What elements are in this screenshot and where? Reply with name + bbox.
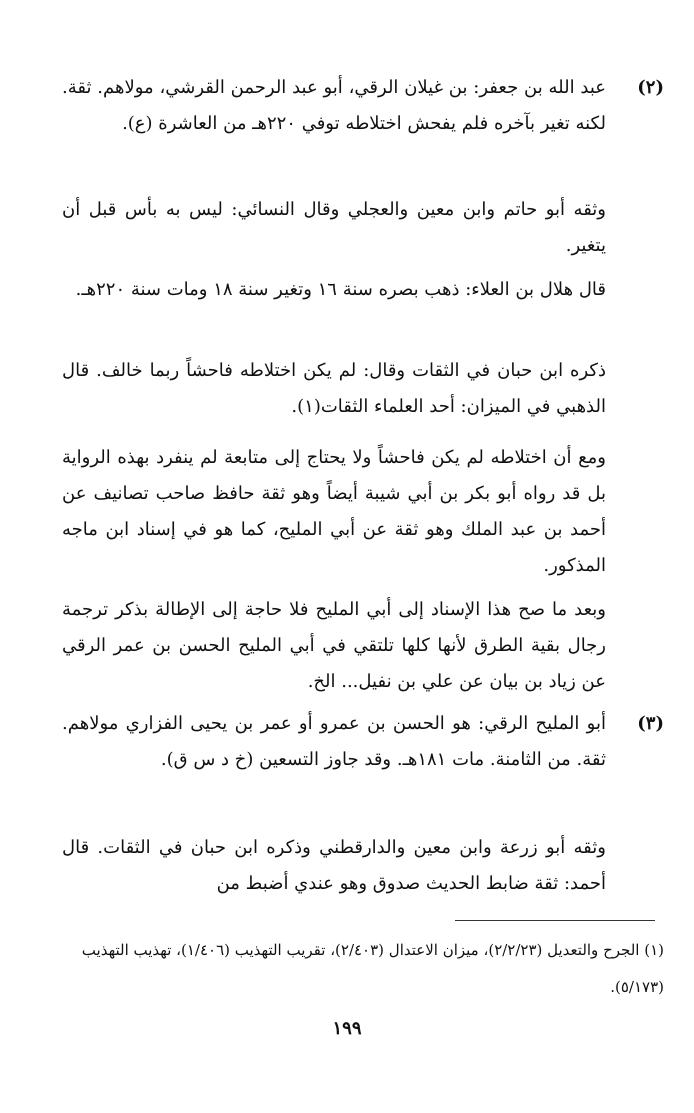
paragraph: ومع أن اختلاطه لم يكن فاحشاً ولا يحتاج إلى متابعة لم ينفرد بهذه الرواية بل قد رواه أبو بكر بن أبي شيبة أيضاً وهو ثقة حافظ صاحب تصانيف عن أحمد بن عبد الملك وهو ثقة عن أبي المليح، كما هو في إسناد ابن ماجه المذكور. bbox=[62, 447, 606, 576]
entry-3 bbox=[62, 706, 664, 778]
page-number: ١٩٩ bbox=[332, 1018, 362, 1039]
paragraph: وثقه أبو زرعة وابن معين والدارقطني وذكره ابن حبان في الثقات. قال أحمد: ثقة ضابط الحديث صدوق وهو عندي أضبط من bbox=[62, 837, 606, 894]
footnote: (١) الجرح والتعديل (٢/٢/٢٣)، ميزان الاعتدال (٢/٤٠٣)، تقريب التهذيب (١/٤٠٦)، تهذيب التهذيب (٥/١٧٣). bbox=[81, 941, 664, 996]
footnote-divider bbox=[455, 920, 655, 921]
entry-text: عبد الله بن جعفر: بن غيلان الرقي، أبو عبد الرحمن القرشي، مولاهم. ثقة. لكنه تغير بآخره فلم يفحش اختلاطه توفي ٢٢٠هـ من العاشرة (ع). bbox=[62, 77, 606, 134]
paragraph: ذكره ابن حبان في الثقات وقال: لم يكن اختلاطه فاحشاً ربما خالف. قال الذهبي في الميزان: أحد العلماء الثقات(١). bbox=[62, 360, 606, 417]
paragraph: قال هلال بن العلاء: ذهب بصره سنة ١٦ وتغير سنة ١٨ ومات سنة ٢٢٠هـ. bbox=[75, 279, 606, 300]
entry-2 bbox=[62, 70, 664, 142]
paragraph: وثقه أبو حاتم وابن معين والعجلي وقال النسائي: ليس به بأس قبل أن يتغير. bbox=[62, 199, 606, 256]
entry-number: (٢) bbox=[637, 77, 664, 98]
paragraph: وبعد ما صح هذا الإسناد إلى أبي المليح فلا حاجة إلى الإطالة بذكر ترجمة رجال بقية الطرق لأنها كلها تلتقي في أبي المليح الحسن بن عمر الرقي عن زياد بن بيان عن علي بن نفيل... الخ. bbox=[62, 599, 606, 692]
entry-text: أبو المليح الرقي: هو الحسن بن عمرو أو عمر بن يحيى الفزاري مولاهم. ثقة. من الثامنة. مات ١٨١هـ. وقد جاوز التسعين (خ د س ق). bbox=[62, 713, 606, 770]
entry-number: (٣) bbox=[637, 713, 664, 734]
